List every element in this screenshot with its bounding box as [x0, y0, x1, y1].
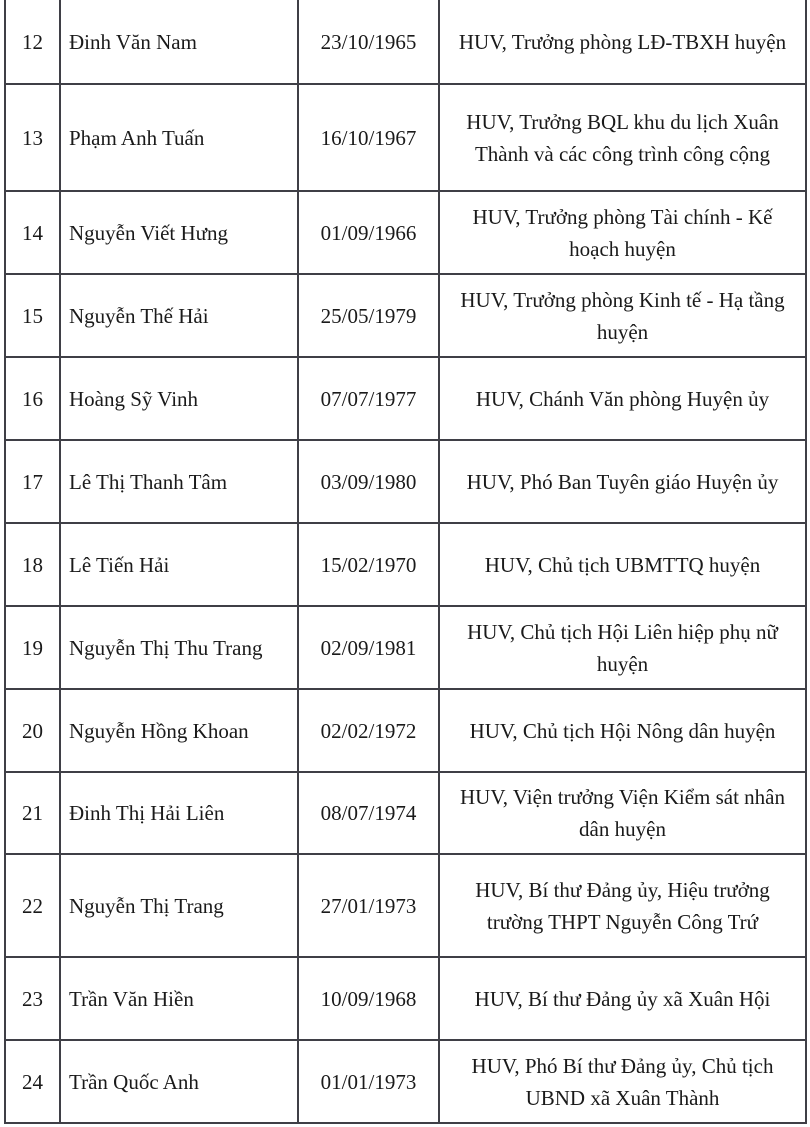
- row-number-cell: 23: [5, 957, 60, 1040]
- table-row: [5, 606, 806, 689]
- row-number-cell: 18: [5, 523, 60, 606]
- row-number-cell: 14: [5, 191, 60, 274]
- date-of-birth-cell: 08/07/1974: [298, 772, 439, 854]
- table-body: [5, 0, 806, 1123]
- date-of-birth-cell: 01/09/1966: [298, 191, 439, 274]
- table-row: [5, 772, 806, 854]
- position-cell: HUV, Trưởng BQL khu du lịch Xuân Thành và các công trình công cộng: [439, 84, 806, 191]
- table-row: [5, 689, 806, 772]
- row-number-cell: 15: [5, 274, 60, 357]
- position-cell: HUV, Bí thư Đảng ủy xã Xuân Hội: [439, 957, 806, 1040]
- position-cell: HUV, Phó Ban Tuyên giáo Huyện ủy: [439, 440, 806, 523]
- date-of-birth-cell: 25/05/1979: [298, 274, 439, 357]
- date-of-birth-cell: 16/10/1967: [298, 84, 439, 191]
- row-number-cell: 13: [5, 84, 60, 191]
- date-of-birth-cell: 03/09/1980: [298, 440, 439, 523]
- position-cell: HUV, Trưởng phòng Tài chính - Kế hoạch huyện: [439, 191, 806, 274]
- full-name-cell: Nguyễn Thị Thu Trang: [60, 606, 298, 689]
- row-number-cell: 16: [5, 357, 60, 440]
- table-row: [5, 854, 806, 957]
- table-row: [5, 523, 806, 606]
- table-row: [5, 0, 806, 84]
- position-cell: HUV, Viện trưởng Viện Kiểm sát nhân dân huyện: [439, 772, 806, 854]
- full-name-cell: Lê Thị Thanh Tâm: [60, 440, 298, 523]
- full-name-cell: Nguyễn Viết Hưng: [60, 191, 298, 274]
- date-of-birth-cell: 02/09/1981: [298, 606, 439, 689]
- officials-table: [4, 0, 807, 1124]
- position-cell: HUV, Trưởng phòng Kinh tế - Hạ tầng huyện: [439, 274, 806, 357]
- date-of-birth-cell: 27/01/1973: [298, 854, 439, 957]
- table-row: [5, 357, 806, 440]
- date-of-birth-cell: 01/01/1973: [298, 1040, 439, 1123]
- table-row: [5, 274, 806, 357]
- full-name-cell: Lê Tiến Hải: [60, 523, 298, 606]
- position-cell: HUV, Chủ tịch Hội Liên hiệp phụ nữ huyện: [439, 606, 806, 689]
- full-name-cell: Trần Quốc Anh: [60, 1040, 298, 1123]
- full-name-cell: Nguyễn Thế Hải: [60, 274, 298, 357]
- position-cell: HUV, Bí thư Đảng ủy, Hiệu trưởng trường THPT Nguyễn Công Trứ: [439, 854, 806, 957]
- row-number-cell: 12: [5, 0, 60, 84]
- position-cell: HUV, Phó Bí thư Đảng ủy, Chủ tịch UBND xã Xuân Thành: [439, 1040, 806, 1123]
- position-cell: HUV, Chánh Văn phòng Huyện ủy: [439, 357, 806, 440]
- full-name-cell: Đinh Thị Hải Liên: [60, 772, 298, 854]
- date-of-birth-cell: 10/09/1968: [298, 957, 439, 1040]
- full-name-cell: Trần Văn Hiền: [60, 957, 298, 1040]
- full-name-cell: Đinh Văn Nam: [60, 0, 298, 84]
- full-name-cell: Hoàng Sỹ Vinh: [60, 357, 298, 440]
- date-of-birth-cell: 07/07/1977: [298, 357, 439, 440]
- row-number-cell: 19: [5, 606, 60, 689]
- table-row: [5, 191, 806, 274]
- table-row: [5, 957, 806, 1040]
- table-row: [5, 84, 806, 191]
- position-cell: HUV, Trưởng phòng LĐ-TBXH huyện: [439, 0, 806, 84]
- position-cell: HUV, Chủ tịch Hội Nông dân huyện: [439, 689, 806, 772]
- position-cell: HUV, Chủ tịch UBMTTQ huyện: [439, 523, 806, 606]
- full-name-cell: Nguyễn Hồng Khoan: [60, 689, 298, 772]
- table-row: [5, 440, 806, 523]
- date-of-birth-cell: 15/02/1970: [298, 523, 439, 606]
- date-of-birth-cell: 23/10/1965: [298, 0, 439, 84]
- full-name-cell: Phạm Anh Tuấn: [60, 84, 298, 191]
- row-number-cell: 20: [5, 689, 60, 772]
- row-number-cell: 22: [5, 854, 60, 957]
- row-number-cell: 21: [5, 772, 60, 854]
- table-row: [5, 1040, 806, 1123]
- date-of-birth-cell: 02/02/1972: [298, 689, 439, 772]
- row-number-cell: 24: [5, 1040, 60, 1123]
- row-number-cell: 17: [5, 440, 60, 523]
- full-name-cell: Nguyễn Thị Trang: [60, 854, 298, 957]
